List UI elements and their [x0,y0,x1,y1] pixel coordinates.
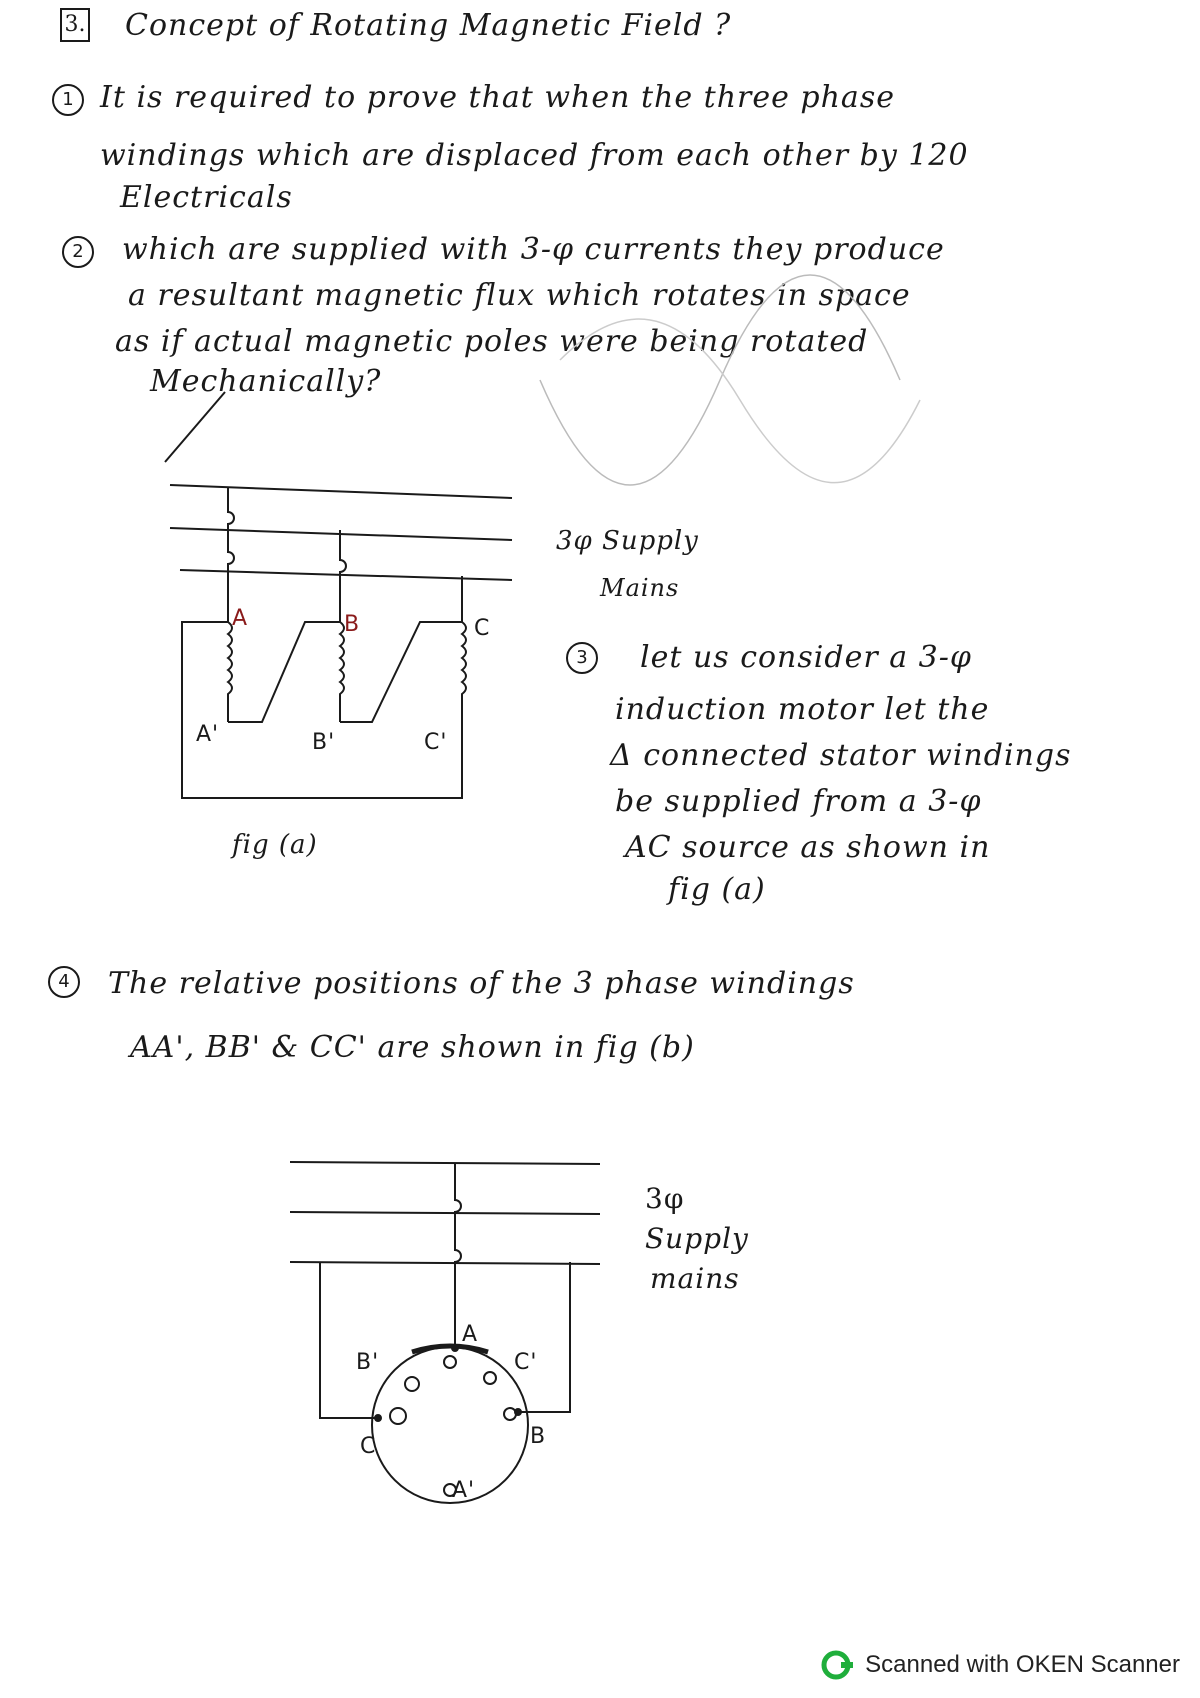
fig-a-terminal-c-prime: C' [424,730,448,755]
fig-b-terminal-b-prime: B' [356,1350,380,1375]
point-2-marker: 2 [62,236,94,268]
point-1-marker: 1 [52,84,84,116]
point-2-line-1: which are supplied with 3-φ currents they produce [122,232,945,267]
point-2-line-4: Mechanically? [150,364,382,399]
fig-b-supply-line-2: Supply [645,1222,749,1255]
fig-b-terminal-a: A [462,1322,479,1347]
point-2-line-3: as if actual magnetic poles were being rotated [115,324,869,359]
point-4-line-1: The relative positions of the 3 phase windings [108,966,855,1001]
fig-a-caption: fig (a) [232,830,318,860]
fig-a-terminal-b: B [344,612,361,637]
heading-title: Concept of Rotating Magnetic Field ? [125,8,732,43]
fig-a-terminal-b-prime: B' [312,730,336,755]
fig-b-supply-line-3: mains [650,1262,740,1295]
fig-a-terminal-a: A [232,606,249,631]
point-1-line-1: It is required to prove that when the three phase [100,80,895,115]
fig-a-terminal-a-prime: A' [196,722,220,747]
scanner-watermark-text: Scanned with OKEN Scanner [865,1651,1180,1678]
fig-b-terminal-c: C [360,1434,377,1459]
fig-b-terminal-b: B [530,1424,547,1449]
point-3-line-1: let us consider a 3-φ [640,640,972,675]
fig-b-terminal-c-prime: C' [514,1350,538,1375]
point-2-line-2: a resultant magnetic flux which rotates in space [128,278,911,313]
point-3-line-4: be supplied from a 3-φ [615,784,982,819]
point-1-line-3: Electricals [120,180,293,215]
point-1-line-2: windings which are displaced from each other by 120 [100,138,969,173]
fig-a-supply-label: 3φ Supply [556,526,699,556]
scanner-watermark [821,1648,1180,1682]
point-3-line-5: AC source as shown in [625,830,991,865]
oken-logo-icon [821,1648,855,1682]
fig-a-terminal-c: C [474,616,491,641]
point-3-line-3: Δ connected stator windings [610,738,1072,773]
point-4-line-2: AA', BB' & CC' are shown in fig (b) [130,1030,695,1065]
point-3-marker: 3 [566,642,598,674]
fig-b-terminal-a-prime: A' [452,1478,476,1503]
point-3-line-6: fig (a) [668,872,766,907]
fig-a-mains-label: Mains [600,574,680,602]
point-3-line-2: induction motor let the [615,692,990,727]
point-4-marker: 4 [48,966,80,998]
fig-b-supply-line-1: 3φ [645,1182,685,1215]
heading-number: 3. [60,8,90,42]
